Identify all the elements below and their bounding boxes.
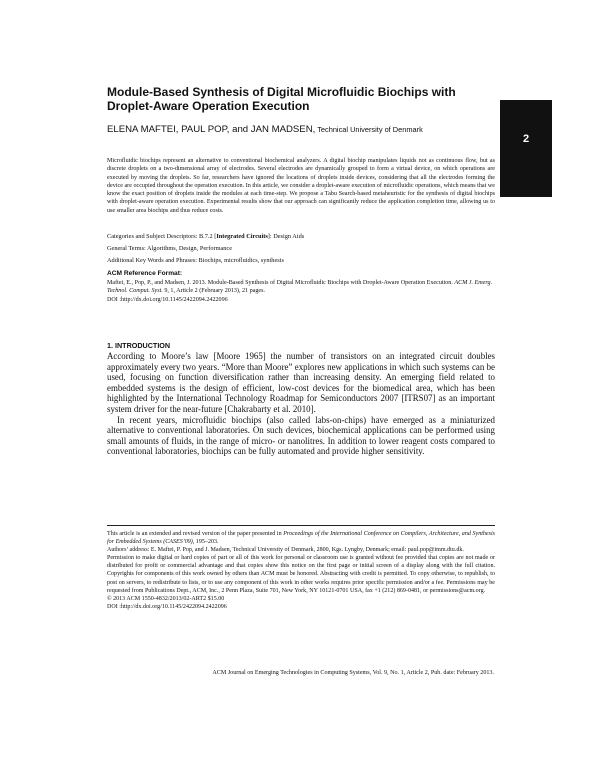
footnote-doi: DOI :http://dx.doi.org/10.1145/2422094.2422096 <box>107 603 227 610</box>
reference-heading: ACM Reference Format: <box>107 270 183 277</box>
footnote-rule <box>107 525 495 526</box>
abstract: Microfluidic biochips represent an alternative to conventional biochemical analyzers. A digital biochip manipulates liquids not as continuous flow, but as discrete droplets on a two-dimensional array of electrodes. Several electrodes are dynamically grouped to form a virtual device, on which operations are executed by moving the droplets. So far, researchers have ignored the locations of droplets inside devices, considering that all the electrodes forming the device are occupied throughout the operation execution. In this article, we consider a droplet-aware execution of microfluidic operations, which means that we know the exact position of droplets inside the modules at each time-step. We propose a Tabu Search-based metaheuristic for the synthesis of digital biochips with droplet-aware operation execution. Experimental results show that our approach can significantly reduce the application completion time, allowing us to use smaller area biochips and thus reduce costs. <box>107 158 495 214</box>
article-number: 2 <box>522 133 530 145</box>
author-line <box>107 124 507 136</box>
running-footer: ACM Journal on Emerging Technologies in Computing Systems, Vol. 9, No. 1, Article 2, Pub. date: February 2013. <box>212 670 494 676</box>
citation-doi: DOI :http://dx.doi.org/10.1145/2422094.2422096 <box>107 296 228 303</box>
general-terms: General Terms: Algorithms, Design, Performance <box>107 245 232 252</box>
categories-prefix: Categories and Subject Descriptors: B.7.2 [ <box>107 233 217 240</box>
categories-bold: Integrated Circuits <box>216 233 268 240</box>
footnote-extended-suffix: , 195–203. <box>192 539 219 546</box>
body-paragraph: In recent years, microfluidic biochips (also called labs-on-chips) have emerged as a miniaturized alternative to conventional laboratories. On such devices, biochemical applications can be performed using small amounts of fluids, in the range of micro- or nanolitres. In addition to lower reagent costs compared to conventional laboratories, biochips can be fully automated and provide higher sensitivity. <box>107 414 495 457</box>
citation-journal: ACM J. Emerg. Technol. Comput. Syst. <box>107 280 493 295</box>
citation-start: Maftei, E., Pop, P., and Madsen, J. 2013. Module-Based Synthesis of Digital Microfluidic Biochips with Droplet-Aware Operation Execution. <box>107 280 455 286</box>
footnote-extended <box>107 530 495 546</box>
reference-citation <box>107 279 495 304</box>
footnote-permission: Permission to make digital or hard copies of part or all of this work for personal or classroom use is granted without fee provided that copies are not made or distributed for profit or commercial advantage and that copies show this notice on the first page or initial screen of a display along with the full citation. Copyrights for components of this work owned by others than ACM must be honored. Abstracting with credit is permitted. To copy otherwise, to republish, to post on servers, to redistribute to lists, or to use any component of this work in other works requires prior specific permission and/or a fee. Permissions may be requested from Publications Dept., ACM, Inc., 2 Penn Plaza, Suite 701, New York, NY 10121-0701 USA, fax +1 (212) 869-0481, or permissions@acm.org. <box>107 555 495 594</box>
author-names: ELENA MAFTEI, PAUL POP, and JAN MADSEN, <box>107 124 316 135</box>
categories-suffix: ]: Design Aids <box>267 233 305 240</box>
categories-line <box>107 233 495 241</box>
author-affiliation: Technical University of Denmark <box>315 125 423 134</box>
citation-end: 9, 1, Article 2 (February 2013), 21 pages. <box>162 288 266 295</box>
footnotes <box>107 530 495 611</box>
body-paragraph: According to Moore’s law [Moore 1965] the number of transistors on an integrated circuit doubles approximately every two years. “More than Moore” explores new applications in which such systems can be used, focusing on function diversification rather than increasing density. An emerging field related to embedded systems is the design of efficient, low-cost devices for the biomedical area, which has been highlighted by the International Technology Roadmap for Semiconductors 2007 [ITRS07] as an important system driver for the near-future [Chakrabarty et al. 2010]. <box>107 351 495 414</box>
footnote-copyright: © 2013 ACM 1550-4832/2013/02-ART2 $15.00 <box>107 595 225 602</box>
article-number-tab <box>500 100 552 197</box>
footnote-address: Authors’ address: E. Maftei, P. Pop, and J. Madsen, Technical University of Denmark, 2800, Kgs. Lyngby, Denmark; email: paul.pop@imm.dtu.dk. <box>107 547 464 554</box>
section-heading: 1. INTRODUCTION <box>107 341 171 350</box>
keywords: Additional Key Words and Phrases: Biochips, microfluidics, synthesis <box>107 257 284 264</box>
footnote-extended-venue: Proceedings of the International Conference on Compilers, Architecture, and Synthesis for Embedded Systems (CASES’09) <box>107 531 495 546</box>
paper-title: Module-Based Synthesis of Digital Microfluidic Biochips with Droplet-Aware Operation Execution <box>107 85 456 113</box>
section-body <box>107 351 495 457</box>
footnote-extended-prefix: This article is an extended and revised version of the paper presented in <box>107 531 284 537</box>
